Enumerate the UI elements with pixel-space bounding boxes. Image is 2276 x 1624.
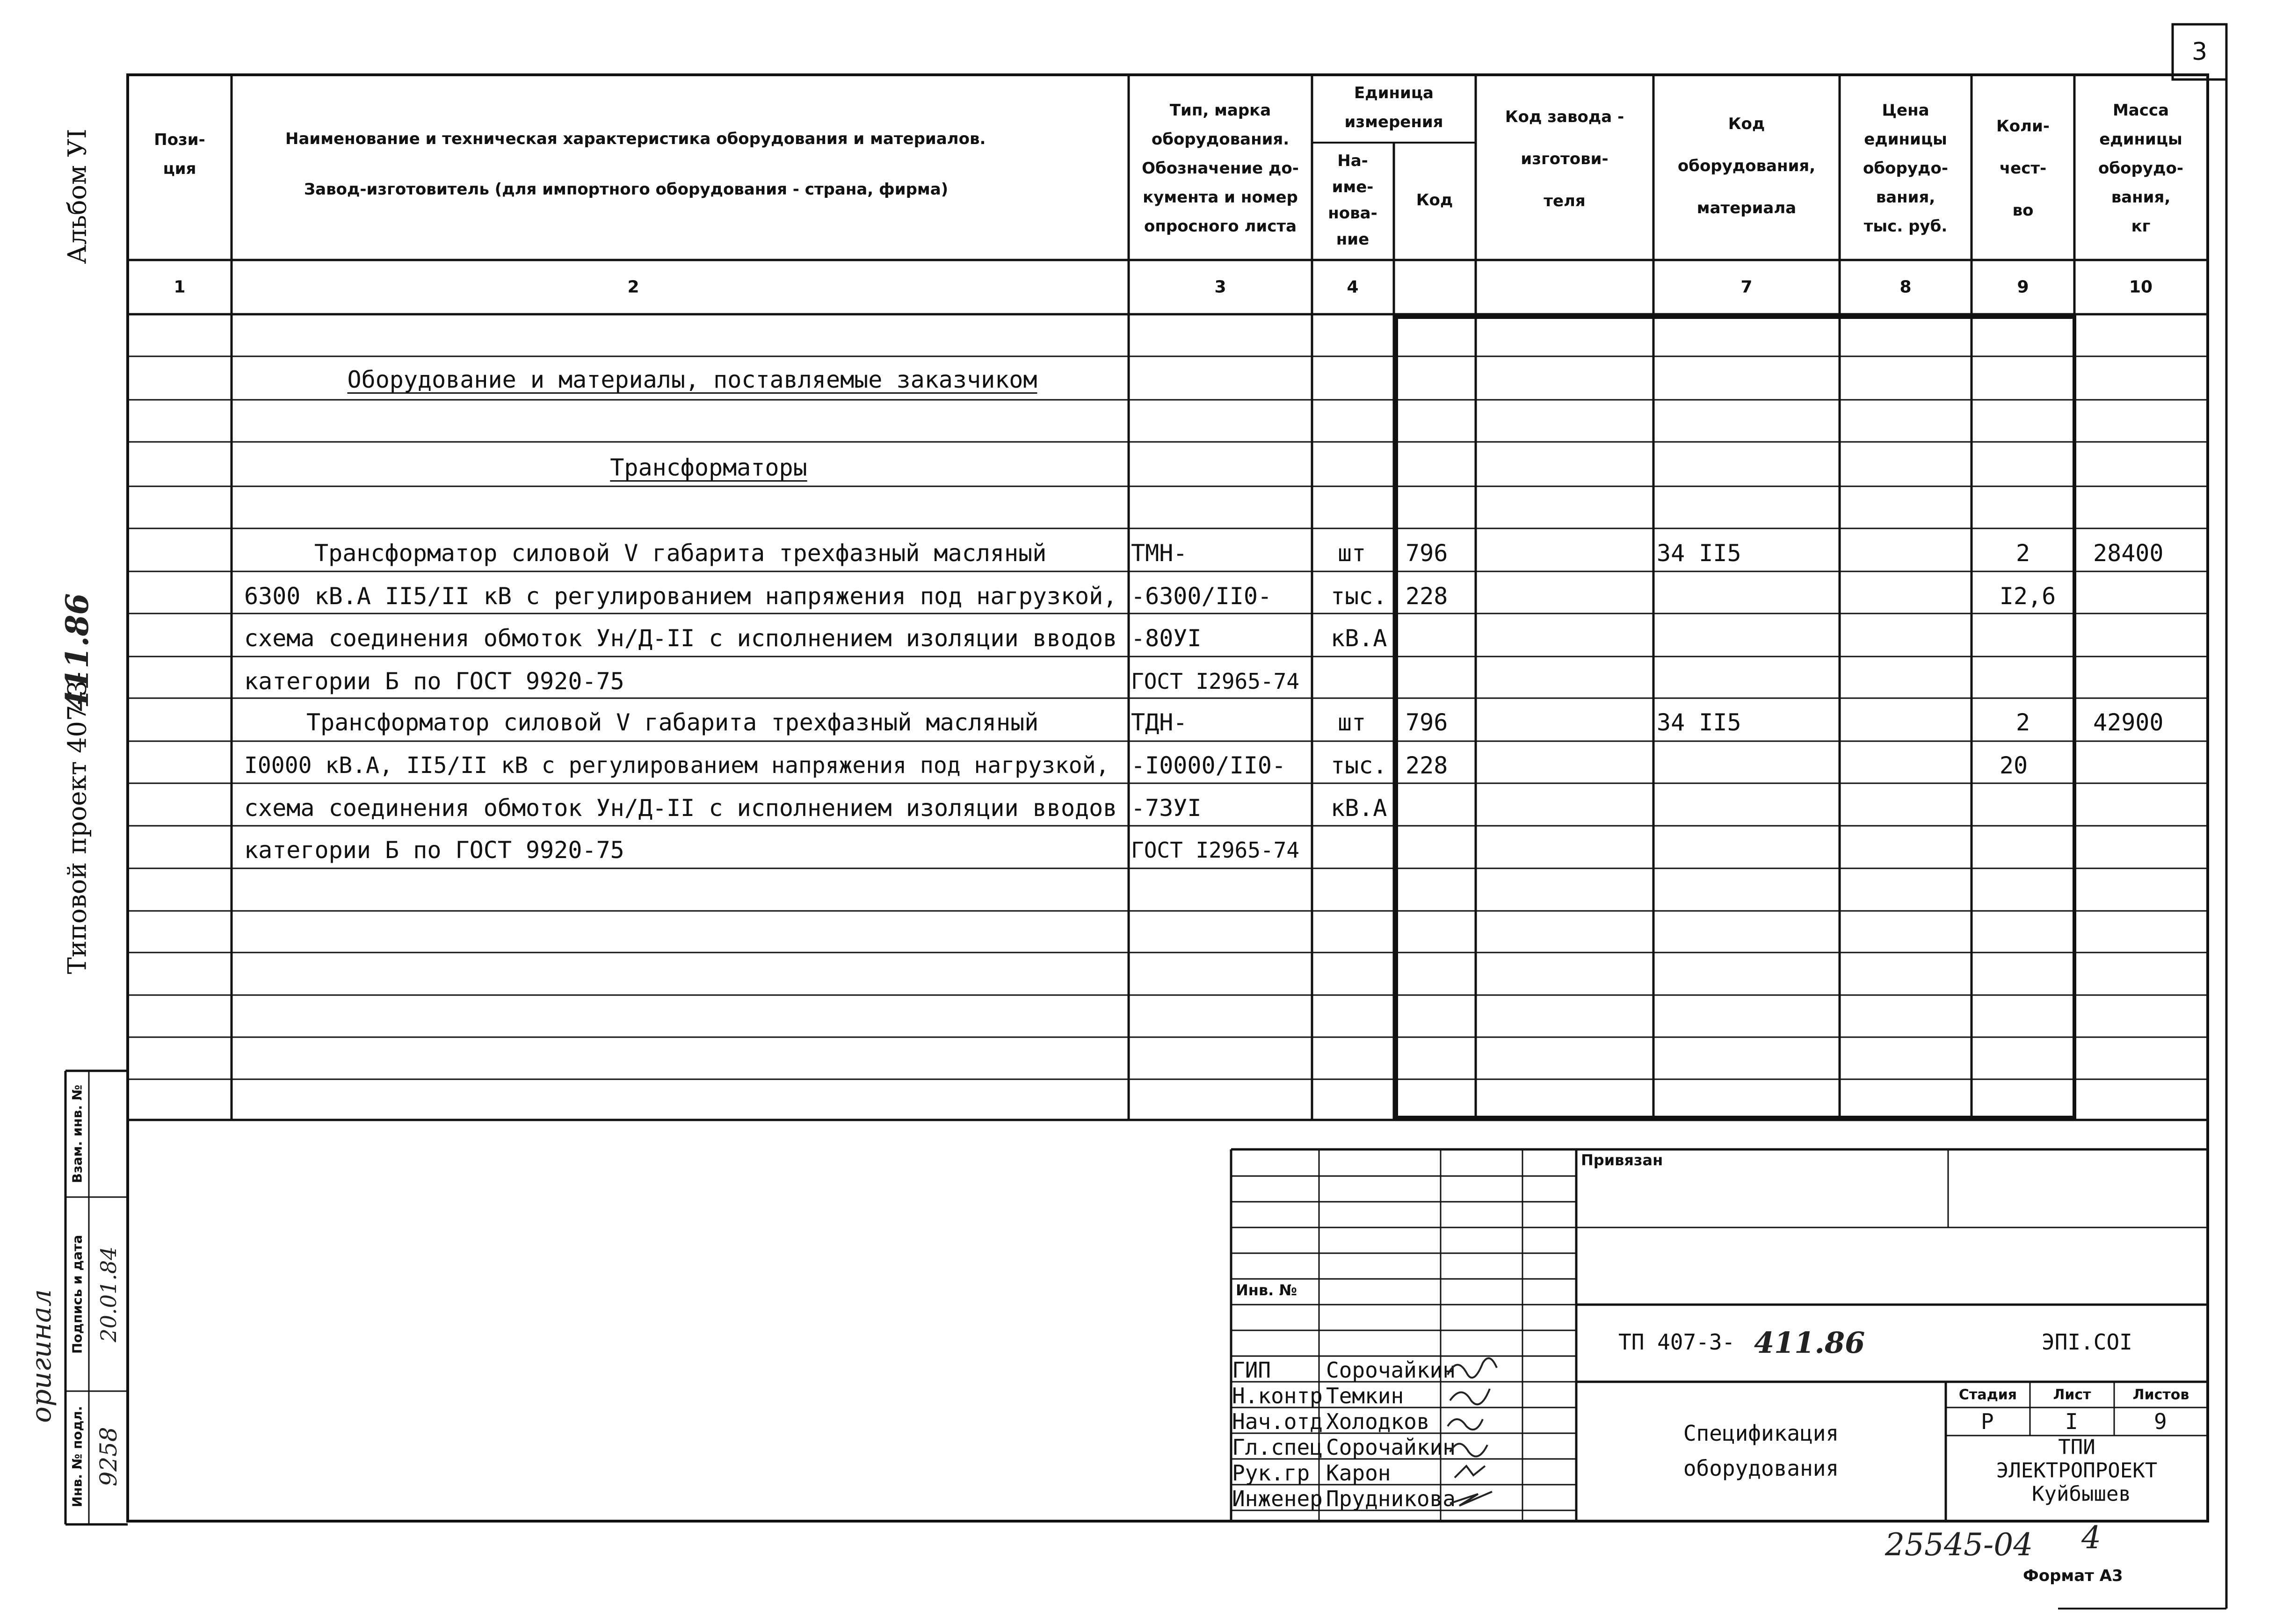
podpis-label: Подпись и дата [69,1234,85,1354]
row-unit: кВ.А [1331,625,1387,652]
org-line1: ТПИ [2058,1435,2095,1459]
inv-podl-value: 9258 [95,1427,122,1487]
row-name: схема соединения обмоток Ун/Д-II с исполнением изоляции вводов [244,794,1117,822]
header-unit-name: На- име- нова- ние [1328,152,1377,249]
row-type: ТМН- [1131,540,1188,567]
subsection-title: Трансформаторы [610,454,807,481]
original-stamp-word: оригинал [25,1289,57,1423]
row-name: категории Б по ГОСТ 9920-75 [244,668,624,695]
row-name: Трансформатор силовой V габарита трехфазный масляный [314,540,1047,567]
stage-value: Р [1981,1409,1994,1434]
linked-label: Привязан [1581,1151,1663,1169]
row-equipment-code: 34 II5 [1657,540,1741,567]
signer-name: Холодков [1326,1409,1430,1434]
col-number-2: 2 [627,277,639,297]
archive-sheet-handwritten: 4 [2081,1520,2101,1556]
signer-role: Нач.отд [1232,1409,1323,1434]
inv-podl-label: Инв. № подл. [69,1406,85,1508]
row-name: категории Б по ГОСТ 9920-75 [244,837,624,864]
row-type: ГОСТ I2965-74 [1131,837,1300,863]
header-name-line1: Наименование и техническая характеристика оборудования и материалов. [285,130,986,148]
section-title: Оборудование и материалы, поставляемые заказчиком [347,366,1037,393]
row-quantity: I2,6 [1999,583,2056,610]
signer-name: Сорочайкин [1326,1357,1456,1383]
signer-name: Темкин [1326,1383,1404,1408]
signer-role: Инженер [1232,1486,1323,1511]
row-unit: шт [1338,709,1366,736]
sheet-label: Лист [2053,1386,2091,1403]
date-value: 20.01.84 [96,1246,121,1343]
row-unit: кВ.А [1331,794,1387,822]
signer-role: Н.контр [1232,1383,1323,1408]
doc-title-line2: оборудования [1683,1456,1839,1481]
doc-code-suffix: ЭПI.СОI [2042,1329,2132,1355]
signer-role: Рук.гр [1232,1460,1310,1486]
col-number-4: 4 [1347,277,1359,297]
signer-name: Сорочайкин [1326,1435,1456,1460]
doc-code-handwritten: 411.86 [1754,1326,1865,1360]
stage-label: Стадия [1958,1386,2017,1403]
project-label: Типовой проект 407-3- [62,671,92,974]
row-mass: 42900 [2093,709,2164,736]
row-name: схема соединения обмоток Ун/Д-II с исполнением изоляции вводов [244,625,1117,652]
header-unit-group: Единица измерения [1344,84,1443,131]
col-number-10: 10 [2129,277,2153,297]
header-unit-code: Код [1416,191,1453,209]
row-unit: тыс. [1331,752,1387,779]
row-quantity: 20 [1999,752,2028,779]
row-code: 228 [1406,583,1448,610]
format-label: Формат А3 [2023,1566,2123,1585]
col-number-7: 7 [1740,277,1753,297]
header-factory-code: Код завода - изготови- теля [1505,108,1624,210]
album-label: Альбом УI [62,129,92,264]
row-mass: 28400 [2093,540,2164,567]
col-number-8: 8 [1899,277,1912,297]
row-name: Трансформатор силовой V габарита трехфазный масляный [306,709,1039,736]
doc-code-prefix: ТП 407-3- [1618,1329,1735,1355]
row-type: -6300/II0- [1131,583,1272,610]
row-type: -80УI [1131,625,1202,652]
page-number: 3 [2191,38,2208,66]
col-number-9: 9 [2017,277,2029,297]
row-type: -73УI [1131,794,1202,822]
col-number-1: 1 [174,277,186,297]
header-equipment-code: Код оборудования, материала [1677,115,1816,217]
inv-label: Инв. № [1236,1281,1297,1299]
row-type: -I0000/II0- [1131,752,1286,779]
signer-role: ГИП [1232,1357,1271,1383]
row-unit: тыс. [1331,583,1387,610]
org-line2: ЭЛЕКТРОПРОЕКТ [1996,1458,2158,1483]
row-unit: шт [1338,540,1366,567]
sheets-value: 9 [2154,1409,2167,1434]
org-line3: Куйбышев [2032,1482,2131,1506]
header-mass: Масса единицы оборудо- вания, кг [2098,101,2183,236]
header-type: Тип, марка оборудования. Обозначение до- кумента и номер опросного листа [1142,101,1299,236]
header-position: Пози- ция [154,130,205,178]
signer-name: Карон [1326,1460,1391,1486]
row-equipment-code: 34 II5 [1657,709,1741,736]
col-number-3: 3 [1214,277,1226,297]
doc-title-line1: Спецификация [1683,1421,1839,1446]
vzam-label: Взам. инв. № [69,1084,85,1184]
header-name-line2: Завод-изготовитель (для импортного оборудования - страна, фирма) [304,180,949,199]
sheet-value: I [2065,1409,2078,1434]
row-code: 796 [1406,709,1448,736]
row-type: ГОСТ I2965-74 [1131,669,1300,694]
row-type: ТДН- [1131,709,1188,736]
header-price: Цена единицы оборудо- вания, тыс. руб. [1863,101,1948,236]
signer-name: Прудникова [1326,1486,1456,1511]
archive-number-handwritten: 25545-04 [1885,1527,2033,1563]
row-code: 796 [1406,540,1448,567]
project-number-handwritten: 411.86 [59,593,95,712]
sheets-label: Листов [2132,1386,2189,1403]
header-quantity: Коли- чест- во [1996,117,2050,220]
row-code: 228 [1406,752,1448,779]
row-name: 6300 кВ.А II5/II кВ с регулированием напряжения под нагрузкой, [244,583,1117,610]
row-quantity: 2 [2015,709,2030,736]
signer-role: Гл.спец [1232,1435,1323,1460]
row-name: I0000 кВ.А, II5/II кВ с регулированием напряжения под нагрузкой, [244,752,1109,779]
row-quantity: 2 [2015,540,2030,567]
